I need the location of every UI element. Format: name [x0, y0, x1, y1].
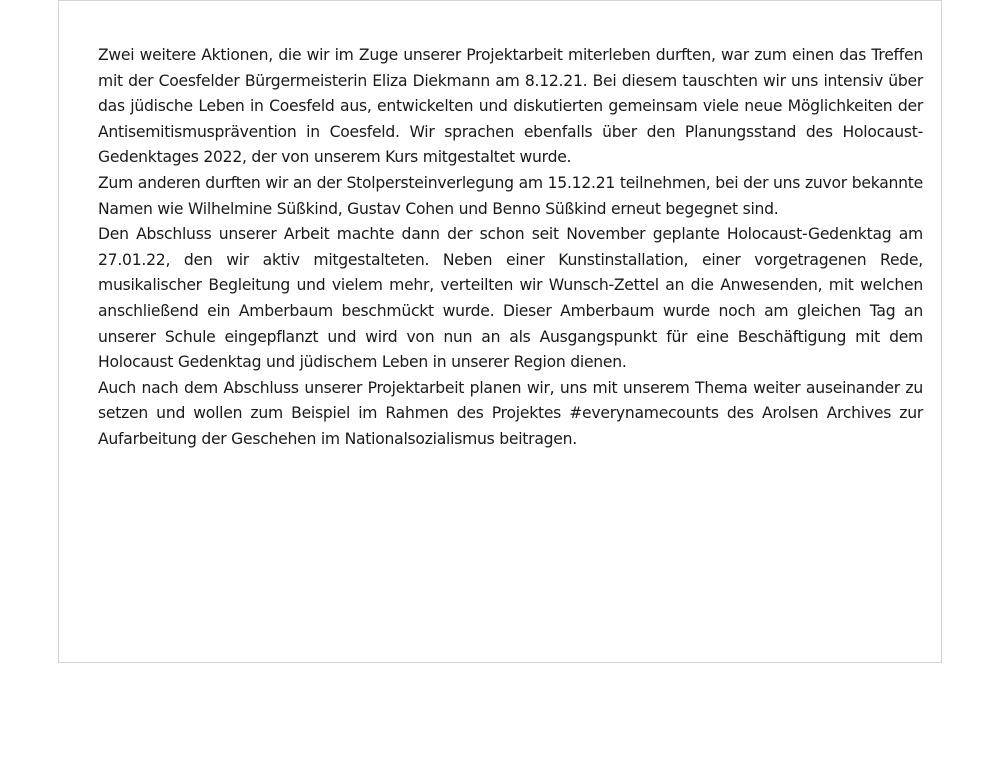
document-page — [58, 0, 942, 663]
document-body — [98, 43, 923, 453]
paragraph-holocaust-memorial-day: Den Abschluss unserer Arbeit machte dann der schon seit November geplante Holocaust-Gedenktag am 27.01.22, den wir aktiv mitgestalteten. Neben einer Kunstinstallation, einer vorgetragenen Rede, musikalischer Begleitung und vielem mehr, verteilten wir Wunsch-Zettel an die Anwesenden, mit welchen anschließend ein Amberbaum beschmückt wurde. Dieser Amberbaum wurde noch am gleichen Tag an unserer Schule eingepflanzt und wird von nun an als Ausgangspunkt für eine Beschäftigung mit dem Holocaust Gedenktag und jüdischem Leben in unserer Region dienen. — [98, 225, 923, 372]
paragraph-stolpersteine: Zum anderen durften wir an der Stolpersteinverlegung am 15.12.21 teilnehmen, bei der uns zuvor bekannte Namen wie Wilhelmine Süßkind, Gustav Cohen und Benno Süßkind erneut begegnet sind. — [98, 173, 923, 218]
paragraph-outlook: Auch nach dem Abschluss unserer Projektarbeit planen wir, uns mit unserem Thema weiter auseinander zu setzen und wollen zum Beispiel im Rahmen des Projektes #everynamecounts des Arolsen Archives zur Aufarbeitung der Geschehen im Nationalsozialismus beitragen. — [98, 378, 923, 448]
paragraph-meeting-mayor: Zwei weitere Aktionen, die wir im Zuge unserer Projektarbeit miterleben durften, war zum einen das Treffen mit der Coesfelder Bürgermeisterin Eliza Diekmann am 8.12.21. Bei diesem tauschten wir uns intensiv über das jüdische Leben in Coesfeld aus, entwickelten und diskutierten gemeinsam viele neue Möglichkeiten der Antisemitismusprävention in Coesfeld. Wir sprachen ebenfalls über den Planungsstand des Holocaust-Gedenktages 2022, der von unserem Kurs mitgestaltet wurde. — [98, 46, 923, 167]
